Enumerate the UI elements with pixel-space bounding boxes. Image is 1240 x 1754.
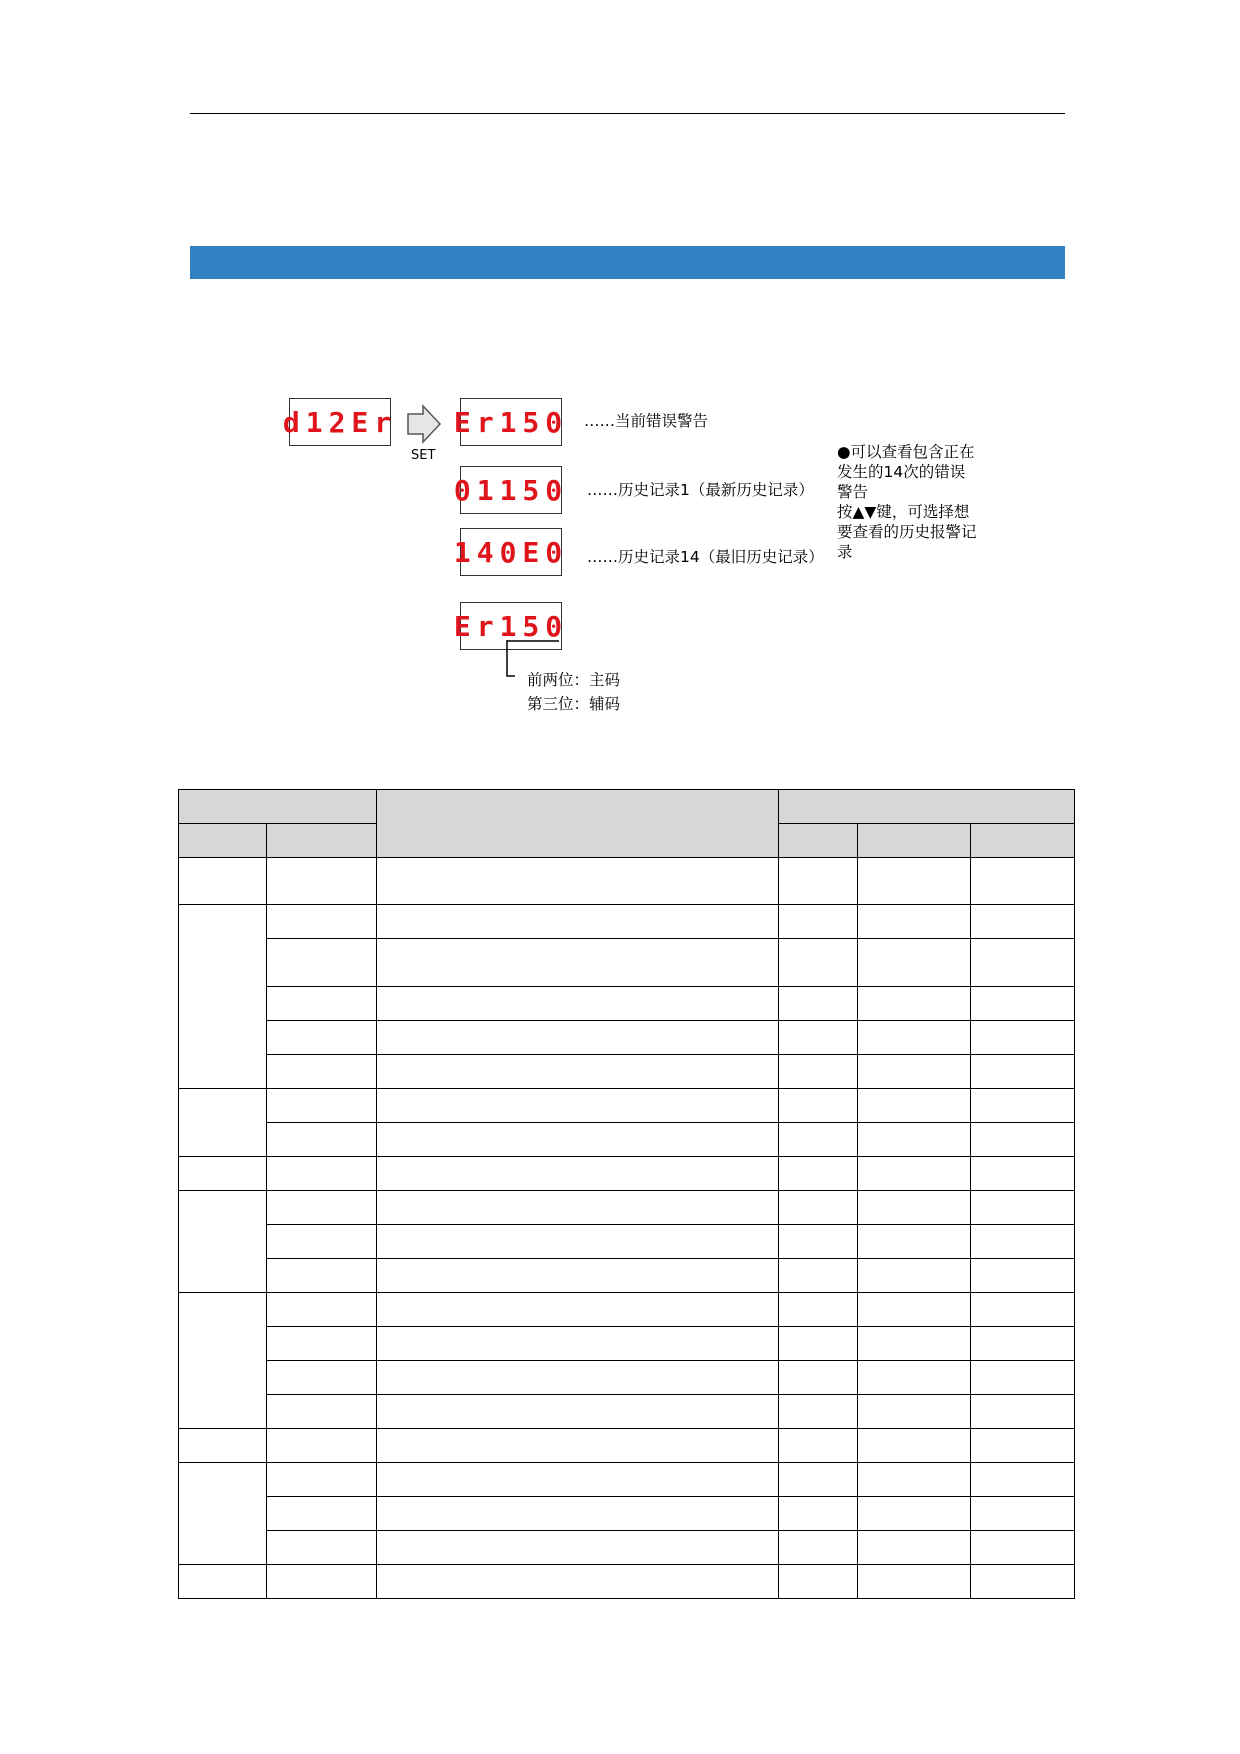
table-cell bbox=[377, 1157, 779, 1191]
table-cell bbox=[377, 1429, 779, 1463]
set-label: SET bbox=[411, 448, 436, 463]
table-cell bbox=[858, 1395, 971, 1429]
table-cell bbox=[267, 1463, 377, 1497]
table-cell bbox=[267, 1191, 377, 1225]
table-cell bbox=[779, 1225, 858, 1259]
table-cell bbox=[779, 939, 858, 987]
table-cell bbox=[267, 1531, 377, 1565]
table-cell bbox=[377, 905, 779, 939]
table-cell bbox=[779, 858, 858, 905]
table-cell bbox=[267, 1259, 377, 1293]
note-select-history: 按▲▼键，可选择想要查看的历史报警记录 bbox=[837, 503, 977, 561]
table-cell bbox=[377, 1395, 779, 1429]
table-cell bbox=[179, 1157, 267, 1191]
current-error-display: Er150 bbox=[460, 398, 562, 446]
table-cell bbox=[858, 1327, 971, 1361]
table-cell bbox=[377, 1123, 779, 1157]
table-cell bbox=[971, 1225, 1075, 1259]
header-attr-2 bbox=[858, 824, 971, 858]
table-cell bbox=[858, 1021, 971, 1055]
table-cell bbox=[858, 1531, 971, 1565]
table-cell bbox=[858, 1191, 971, 1225]
table-cell bbox=[779, 1361, 858, 1395]
table-cell bbox=[267, 1021, 377, 1055]
table-cell bbox=[267, 1089, 377, 1123]
table-cell bbox=[179, 905, 267, 1089]
table-cell bbox=[179, 1463, 267, 1565]
table-cell bbox=[267, 858, 377, 905]
table-cell bbox=[971, 1191, 1075, 1225]
table-cell bbox=[179, 1293, 267, 1429]
table-cell bbox=[858, 1089, 971, 1123]
table-cell bbox=[779, 1429, 858, 1463]
header-attributes-group bbox=[779, 790, 1075, 824]
table-cell bbox=[267, 1123, 377, 1157]
table-cell bbox=[858, 1055, 971, 1089]
table-cell bbox=[779, 1191, 858, 1225]
table-cell bbox=[779, 1055, 858, 1089]
table-cell bbox=[858, 905, 971, 939]
table-cell bbox=[779, 1157, 858, 1191]
header-main-code bbox=[179, 824, 267, 858]
table-cell bbox=[858, 1463, 971, 1497]
example-code-display: Er150 bbox=[460, 602, 562, 650]
table-cell bbox=[779, 1293, 858, 1327]
table-cell bbox=[377, 1531, 779, 1565]
table-cell bbox=[858, 1293, 971, 1327]
table-cell bbox=[971, 1565, 1075, 1599]
table-cell bbox=[971, 1327, 1075, 1361]
table-cell bbox=[971, 1021, 1075, 1055]
table-cell bbox=[267, 987, 377, 1021]
table-cell bbox=[377, 1327, 779, 1361]
table-cell bbox=[858, 939, 971, 987]
table-cell bbox=[971, 1055, 1075, 1089]
table-cell bbox=[267, 1497, 377, 1531]
table-cell bbox=[971, 1395, 1075, 1429]
table-cell bbox=[267, 1327, 377, 1361]
table-cell bbox=[377, 1089, 779, 1123]
table-cell bbox=[377, 1497, 779, 1531]
table-cell bbox=[779, 1089, 858, 1123]
table-cell bbox=[377, 1361, 779, 1395]
table-cell bbox=[377, 939, 779, 987]
table-cell bbox=[858, 1565, 971, 1599]
table-cell bbox=[779, 1259, 858, 1293]
table-cell bbox=[971, 1429, 1075, 1463]
table-cell bbox=[858, 1225, 971, 1259]
table-cell bbox=[858, 858, 971, 905]
table-cell bbox=[179, 1429, 267, 1463]
table-cell bbox=[971, 1293, 1075, 1327]
table-cell bbox=[267, 1055, 377, 1089]
table-cell bbox=[267, 1361, 377, 1395]
table-cell bbox=[971, 1361, 1075, 1395]
table-cell bbox=[779, 1327, 858, 1361]
header-attr-1 bbox=[779, 824, 858, 858]
section-title-bar bbox=[190, 246, 1065, 279]
table-cell bbox=[858, 1259, 971, 1293]
header-attr-3 bbox=[971, 824, 1075, 858]
history-14-display: 140E0 bbox=[460, 528, 562, 576]
table-cell bbox=[267, 1157, 377, 1191]
table-cell bbox=[377, 1463, 779, 1497]
table-cell bbox=[179, 858, 267, 905]
table-cell bbox=[858, 1157, 971, 1191]
note-view-errors: ●可以查看包含正在发生的14次的错误警告 bbox=[837, 443, 975, 501]
error-code-table bbox=[178, 789, 1074, 1595]
table-cell bbox=[377, 1021, 779, 1055]
table-cell bbox=[971, 858, 1075, 905]
table-cell bbox=[779, 1395, 858, 1429]
table-cell bbox=[779, 1021, 858, 1055]
table-cell bbox=[779, 905, 858, 939]
table-cell bbox=[377, 858, 779, 905]
table-cell bbox=[971, 1259, 1075, 1293]
table-cell bbox=[267, 1225, 377, 1259]
table-cell bbox=[267, 905, 377, 939]
table-cell bbox=[267, 1429, 377, 1463]
table-cell bbox=[267, 1565, 377, 1599]
table-cell bbox=[779, 1497, 858, 1531]
table-cell bbox=[779, 1463, 858, 1497]
table-cell bbox=[267, 1395, 377, 1429]
table-cell bbox=[377, 1293, 779, 1327]
table-cell bbox=[779, 1565, 858, 1599]
table-cell bbox=[377, 1191, 779, 1225]
table-cell bbox=[377, 1259, 779, 1293]
current-error-desc: ……当前错误警告 bbox=[584, 412, 709, 430]
table-cell bbox=[971, 1497, 1075, 1531]
table-cell bbox=[179, 1565, 267, 1599]
table-cell bbox=[267, 939, 377, 987]
table-cell bbox=[971, 939, 1075, 987]
sub-code-label: 第三位：辅码 bbox=[527, 695, 621, 713]
table-cell bbox=[377, 987, 779, 1021]
table-cell bbox=[779, 1531, 858, 1565]
header-rule bbox=[190, 113, 1065, 114]
table-cell bbox=[179, 1089, 267, 1157]
table-cell bbox=[267, 1293, 377, 1327]
table-cell bbox=[858, 987, 971, 1021]
table-cell bbox=[971, 1157, 1075, 1191]
table-cell bbox=[779, 1123, 858, 1157]
table-cell bbox=[377, 1055, 779, 1089]
header-sub-code bbox=[267, 824, 377, 858]
main-code-label: 前两位：主码 bbox=[527, 671, 621, 689]
history-14-desc: ……历史记录14（最旧历史记录） bbox=[587, 548, 824, 566]
table-cell bbox=[377, 1565, 779, 1599]
table-cell bbox=[858, 1123, 971, 1157]
header-code-group bbox=[179, 790, 377, 824]
table-cell bbox=[971, 1531, 1075, 1565]
table-cell bbox=[971, 987, 1075, 1021]
table-cell bbox=[377, 1225, 779, 1259]
table-cell bbox=[858, 1429, 971, 1463]
history-1-desc: ……历史记录1（最新历史记录） bbox=[587, 481, 814, 499]
table-cell bbox=[971, 1089, 1075, 1123]
table-cell bbox=[179, 1191, 267, 1293]
table-cell bbox=[971, 1123, 1075, 1157]
menu-display: d12Er bbox=[289, 398, 391, 446]
header-description bbox=[377, 790, 779, 858]
table-cell bbox=[858, 1361, 971, 1395]
table-cell bbox=[779, 987, 858, 1021]
table-cell bbox=[858, 1497, 971, 1531]
history-1-display: 01150 bbox=[460, 466, 562, 514]
table-cell bbox=[971, 905, 1075, 939]
arrow-right-icon bbox=[406, 404, 442, 444]
table-cell bbox=[971, 1463, 1075, 1497]
